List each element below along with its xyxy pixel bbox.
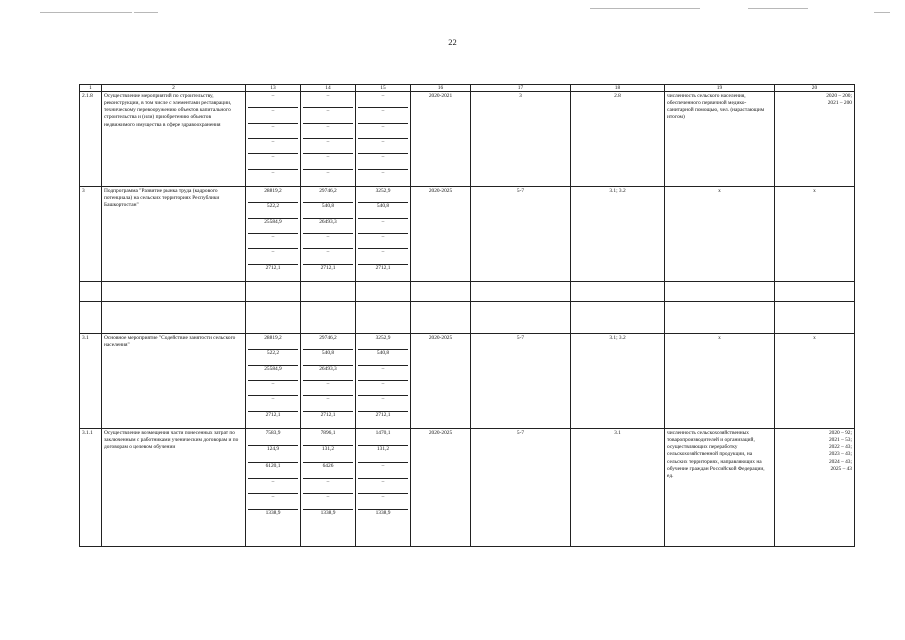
cell-value: 131,2 [303,446,353,463]
cell-value: – [248,93,298,108]
cell-value: – [303,139,353,154]
cell-value: 2712,1 [320,412,336,418]
table-row [80,187,855,282]
col-num-14: 14 [301,85,356,92]
col-num-17: 17 [471,85,571,92]
indicator-text: х [665,334,775,429]
empty-row [80,302,855,334]
row-number: 3.1 [80,334,102,429]
cell-value: – [358,494,408,510]
col17-value: 3 [471,92,571,187]
cell-value: 6426 [303,463,353,479]
col17-value: 5-7 [471,334,571,429]
col18-value: 2.8 [571,92,665,187]
col18-value: 3.1; 3.2 [571,187,665,282]
col-num-19: 19 [665,85,775,92]
scan-line-top-left-short [134,12,158,13]
cell-value: – [248,381,298,396]
cell-value: – [358,124,408,139]
cell-value: – [381,170,385,176]
cell-value: 1338,9 [265,510,281,516]
cell-value: – [326,170,330,176]
cell-value: – [358,234,408,249]
budget-table [79,84,855,547]
target-values: 2020 – 92; 2021 – 53; 2022 – 43; 2023 – 43; 2024 – 43; 2025 – 43 [775,429,855,547]
col-num-13: 13 [246,85,301,92]
cell-value: – [358,249,408,265]
target-values: х [775,187,855,282]
table-row [80,429,855,547]
cell-value: – [303,93,353,108]
row-title: Подпрограмма "Развитие рынка труда (кадрового потенциала) на сельских территориях Республики Башкортостан" [102,187,246,282]
cell-value: – [303,396,353,412]
cell-value: 1470,1 [358,430,408,446]
cell-value: – [303,249,353,265]
cell-value: 2712,1 [375,265,391,271]
cell-value: 540,8 [303,203,353,219]
cell-value: 2712,1 [320,265,336,271]
row-number: 3.1.1 [80,429,102,547]
cell-value: – [303,124,353,139]
cell-value: – [358,154,408,170]
target-values: 2020 – 200; 2021 – 200 [775,92,855,187]
cell-value: – [248,154,298,170]
cell-value: 7896,1 [303,430,353,446]
cell-value: 540,8 [303,350,353,366]
row-title: Осуществление возмещения части понесенных затрат по заключенным с работниками ученическим договорам и по договорам о целевом обучении [102,429,246,547]
cell-value: 26493,3 [303,219,353,234]
cell-value: 28819,2 [248,335,298,350]
cell-value: 25584,9 [248,366,298,381]
col-num-2: 2 [102,85,246,92]
cell-value: 25584,9 [248,219,298,234]
cell-value: – [358,219,408,234]
cell-value: – [248,249,298,265]
scan-line-top-far-right [748,8,808,9]
indicator-text: х [665,187,775,282]
cell-value: – [303,494,353,510]
indicator-text: численность сельскохозяйственных товаропроизводителей и организаций, осуществляющих переработку сельскохозяйственной продукции, на сельских территориях, направляющих на обучение граждан Российской Федерации, ед. [665,429,775,547]
table-row [80,334,855,429]
row-number: 2.1.8 [80,92,102,187]
cell-value: 2712,1 [375,412,391,418]
cell-value: – [303,154,353,170]
cell-value: 1338,9 [375,510,391,516]
cell-value: – [358,366,408,381]
col15-stack [356,429,411,547]
col15-stack [356,92,411,187]
cell-value: 29746,2 [303,335,353,350]
cell-value: – [248,139,298,154]
cell-value: 540,8 [358,350,408,366]
period: 2020-2025 [411,429,471,547]
cell-value: – [358,479,408,494]
cell-value: 29746,2 [303,188,353,203]
cell-value: – [358,381,408,396]
cell-value: 540,8 [358,203,408,219]
scan-line-top-right [590,8,700,9]
cell-value: 26493,3 [303,366,353,381]
row-title: Осуществление мероприятий по строительству, реконструкции, в том числе с элементами реставрации, техническому перевооружению объектов капитального строительства и (или) приобретению объектов недвижимого имущества в сфере здравоохранения [102,92,246,187]
period: 2020-2021 [411,92,471,187]
col17-value: 5-7 [471,429,571,547]
column-number-row [80,85,855,92]
cell-value: 6120,1 [248,463,298,479]
cell-value: 2712,1 [265,412,281,418]
col-num-20: 20 [775,85,855,92]
cell-value: – [358,396,408,412]
col-num-18: 18 [571,85,665,92]
col-num-16: 16 [411,85,471,92]
cell-value: – [358,93,408,108]
cell-value: – [303,234,353,249]
indicator-text: численность сельского населения, обеспеченного первичной медико-санитарной помощью, чел. (нарастающим итогом) [665,92,775,187]
cell-value: – [248,108,298,124]
cell-value: 124,9 [248,446,298,463]
col13-stack [246,187,301,282]
cell-value: – [271,170,275,176]
cell-value: – [358,139,408,154]
row-number: 3 [80,187,102,282]
cell-value: – [248,124,298,139]
cell-value: 522,2 [248,350,298,366]
empty-row [80,282,855,302]
col14-stack [301,334,356,429]
col14-stack [301,92,356,187]
cell-value: 3252,9 [358,188,408,203]
cell-value: 1338,9 [320,510,336,516]
period: 2020-2025 [411,334,471,429]
cell-value: – [358,108,408,124]
cell-value: 28819,2 [248,188,298,203]
col14-stack [301,187,356,282]
col13-stack [246,92,301,187]
period: 2020-2025 [411,187,471,282]
col13-stack [246,429,301,547]
cell-value: – [248,396,298,412]
cell-value: – [303,108,353,124]
scan-line-top-left [40,12,132,13]
col18-value: 3.1 [571,429,665,547]
col-num-1: 1 [80,85,102,92]
col15-stack [356,334,411,429]
col15-stack [356,187,411,282]
cell-value: – [358,463,408,479]
cell-value: 7583,9 [248,430,298,446]
col17-value: 5-7 [471,187,571,282]
cell-value: 131,2 [358,446,408,463]
cell-value: 3252,9 [358,335,408,350]
cell-value: – [248,479,298,494]
col14-stack [301,429,356,547]
target-values: х [775,334,855,429]
row-title: Основное мероприятие "Содействие занятости сельского населения" [102,334,246,429]
page-number: 22 [448,37,457,47]
col-num-15: 15 [356,85,411,92]
cell-value: – [303,381,353,396]
cell-value: – [248,234,298,249]
cell-value: – [303,479,353,494]
col13-stack [246,334,301,429]
cell-value: – [248,494,298,510]
scan-line-top-corner [874,12,890,13]
col18-value: 3.1; 3.2 [571,334,665,429]
cell-value: 522,2 [248,203,298,219]
cell-value: 2712,1 [265,265,281,271]
table-row [80,92,855,187]
